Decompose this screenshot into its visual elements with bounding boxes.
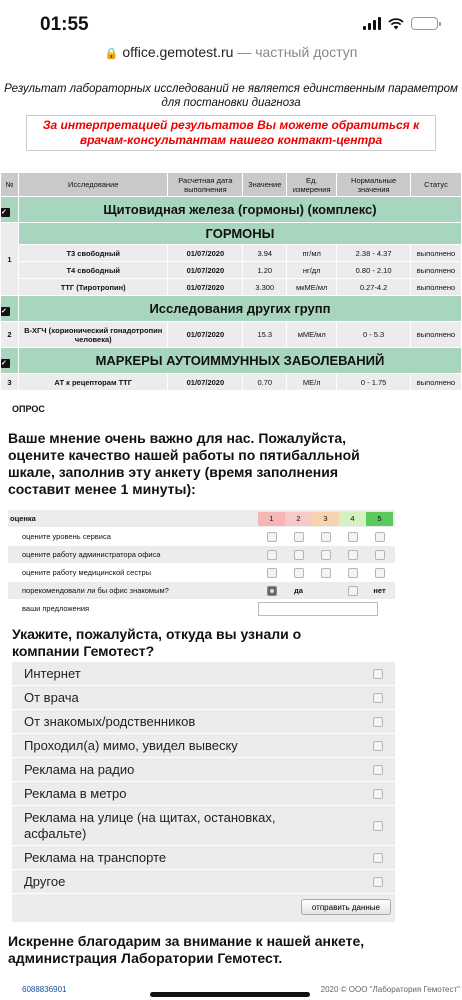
rating-checkbox[interactable]	[321, 532, 331, 542]
checkbox-checked-icon[interactable]: ✓	[1, 307, 10, 316]
test-date: 01/07/2020	[168, 262, 243, 279]
rating-checkbox[interactable]	[294, 532, 304, 542]
rating-checkbox[interactable]	[375, 532, 385, 542]
submit-button[interactable]: отправить данные	[301, 899, 391, 915]
source-checkbox[interactable]	[373, 693, 383, 703]
survey-label: ОПРОС	[12, 404, 45, 414]
source-checkbox[interactable]	[373, 717, 383, 727]
test-status: выполнено	[411, 262, 462, 279]
recommend-yes-radio[interactable]	[267, 586, 277, 596]
rating-checkbox[interactable]	[267, 568, 277, 578]
source-option[interactable]	[12, 734, 395, 758]
rating-table	[8, 510, 395, 618]
row-number: 3	[1, 374, 19, 391]
rating-checkbox[interactable]	[348, 550, 358, 560]
test-unit: нг/дл	[287, 262, 337, 279]
rating-checkbox[interactable]	[321, 550, 331, 560]
test-norm: 0 - 5.3	[337, 322, 411, 348]
test-value: 1.20	[243, 262, 287, 279]
rating-header-row	[8, 510, 395, 528]
test-value: 3.300	[243, 279, 287, 296]
source-checkbox[interactable]	[373, 877, 383, 887]
source-label: От знакомых/родственников	[24, 713, 196, 729]
footer-copyright: 2020 © ООО "Лаборатория Гемотест"	[320, 985, 460, 994]
source-question: Укажите, пожалуйста, откуда вы узнали о компании Гемотест?	[12, 626, 302, 659]
source-option[interactable]	[12, 782, 395, 806]
source-option[interactable]	[12, 662, 395, 686]
subgroup-row	[1, 223, 462, 245]
col-header: №	[1, 173, 19, 197]
signal-icon	[363, 17, 381, 30]
test-unit: мМЕ/мл	[287, 322, 337, 348]
test-date: 01/07/2020	[168, 322, 243, 348]
private-mode-label: — частный доступ	[237, 44, 358, 60]
rating-checkbox[interactable]	[375, 550, 385, 560]
group-row	[1, 348, 462, 374]
rating-checkbox[interactable]	[321, 568, 331, 578]
source-label: Реклама в метро	[24, 785, 127, 801]
test-norm: 0.27-4.2	[337, 279, 411, 296]
col-header: Значение	[243, 173, 287, 197]
question-label: оцените работу медицинской сестры	[22, 568, 152, 577]
question-label: оцените работу администратора офиса	[22, 550, 161, 559]
source-checkbox[interactable]	[373, 765, 383, 775]
test-name: Т4 свободный	[18, 262, 168, 279]
table-row	[1, 374, 462, 391]
test-norm: 2.38 - 4.37	[337, 245, 411, 262]
footer	[0, 980, 462, 1000]
recommend-no-checkbox[interactable]	[348, 586, 358, 596]
rating-checkbox[interactable]	[348, 532, 358, 542]
lock-icon: 🔒	[104, 48, 119, 60]
scale-label: 3	[312, 512, 339, 526]
test-name: В-ХГЧ (хорионический гонадотропин человека)	[18, 322, 168, 348]
source-list	[12, 662, 395, 922]
source-option[interactable]	[12, 870, 395, 894]
question-label: оцените уровень сервиса	[22, 532, 111, 541]
table-header-row	[1, 173, 462, 197]
suggestions-label: ваши предложения	[22, 604, 90, 613]
rating-question-row	[8, 528, 395, 546]
rating-header: оценка	[10, 514, 36, 523]
rating-checkbox[interactable]	[375, 568, 385, 578]
group-title: МАРКЕРЫ АУТОИММУННЫХ ЗАБОЛЕВАНИЙ	[18, 348, 461, 374]
footer-phone-link[interactable]: 6088836901	[22, 985, 67, 994]
home-indicator[interactable]	[150, 992, 310, 997]
source-option[interactable]	[12, 846, 395, 870]
test-date: 01/07/2020	[168, 245, 243, 262]
rating-checkbox[interactable]	[348, 568, 358, 578]
test-norm: 0 - 1.75	[337, 374, 411, 391]
test-status: выполнено	[411, 245, 462, 262]
url-host: office.gemotest.ru	[122, 44, 234, 60]
row-number: 2	[1, 322, 19, 348]
clock: 01:55	[40, 14, 89, 35]
source-label: От врача	[24, 689, 79, 705]
table-row	[1, 245, 462, 262]
disclaimer-text: Результат лабораторных исследований не является единственным параметром для постановки диагноза	[4, 83, 458, 109]
table-row	[1, 279, 462, 296]
source-checkbox[interactable]	[373, 821, 383, 831]
source-checkbox[interactable]	[373, 669, 383, 679]
source-checkbox[interactable]	[373, 789, 383, 799]
test-date: 01/07/2020	[168, 374, 243, 391]
suggestions-input[interactable]	[258, 602, 378, 616]
source-checkbox[interactable]	[373, 741, 383, 751]
test-value: 0.70	[243, 374, 287, 391]
rating-checkbox[interactable]	[294, 550, 304, 560]
no-label: нет	[373, 585, 386, 595]
test-unit: мкМЕ/мл	[287, 279, 337, 296]
survey-intro: Ваше мнение очень важно для нас. Пожалуйста, оцените качество нашей работы по пятибалльной шкале, заполнив эту анкету (время заполнения составит менее 1 минуты):	[8, 430, 360, 497]
subgroup-title: ГОРМОНЫ	[18, 223, 461, 245]
group-title: Исследования других групп	[18, 296, 461, 322]
address-bar[interactable]	[0, 44, 462, 66]
test-name: Т3 свободный	[18, 245, 168, 262]
source-option[interactable]	[12, 758, 395, 782]
col-header: Ед. измерения	[287, 173, 337, 197]
results-table	[0, 172, 462, 391]
group-row	[1, 296, 462, 322]
scale-label: 4	[339, 512, 366, 526]
test-status: выполнено	[411, 374, 462, 391]
rating-checkbox[interactable]	[267, 550, 277, 560]
suggestions-row	[8, 600, 395, 618]
test-status: выполнено	[411, 279, 462, 296]
recommend-row	[8, 582, 395, 600]
rating-checkbox[interactable]	[267, 532, 277, 542]
source-label: Другое	[24, 873, 66, 889]
group-title: Щитовидная железа (гормоны) (комплекс)	[18, 197, 461, 223]
checkbox-checked-icon[interactable]: ✓	[1, 359, 10, 368]
test-unit: пг/мл	[287, 245, 337, 262]
row-number: 1	[1, 223, 19, 296]
status-icons	[363, 17, 438, 30]
source-option[interactable]	[12, 686, 395, 710]
yes-label: да	[294, 585, 303, 595]
test-norm: 0.80 - 2.10	[337, 262, 411, 279]
wifi-icon	[388, 18, 404, 30]
col-header: Статус	[411, 173, 462, 197]
col-header: Расчетная дата выполнения	[168, 173, 243, 197]
warning-box: За интерпретацией результатов Вы можете обратиться к врачам-консультантам нашего контакт-центра	[26, 115, 436, 151]
test-value: 15.3	[243, 322, 287, 348]
source-label: Проходил(а) мимо, увидел вывеску	[24, 737, 238, 753]
source-option[interactable]	[12, 710, 395, 734]
source-label: Реклама на радио	[24, 761, 135, 777]
scale-label: 1	[258, 512, 285, 526]
rating-checkbox[interactable]	[294, 568, 304, 578]
rating-question-row	[8, 564, 395, 582]
status-bar	[0, 0, 462, 44]
test-name: ТТГ (Тиротропин)	[18, 279, 168, 296]
battery-icon	[411, 17, 438, 30]
scale-label: 5	[366, 512, 393, 526]
submit-area	[12, 894, 395, 922]
test-value: 3.94	[243, 245, 287, 262]
test-name: АТ к рецепторам ТТГ	[18, 374, 168, 391]
col-header: Исследование	[18, 173, 168, 197]
table-row	[1, 322, 462, 348]
test-status: выполнено	[411, 322, 462, 348]
test-unit: МЕ/л	[287, 374, 337, 391]
group-row	[1, 197, 462, 223]
col-header: Нормальные значения	[337, 173, 411, 197]
thanks-message: Искренне благодарим за внимание к нашей анкете, администрация Лаборатории Гемотест.	[8, 933, 365, 966]
source-label: Реклама на транспорте	[24, 849, 167, 865]
source-checkbox[interactable]	[373, 853, 383, 863]
source-label: Реклама на улице (на щитах, остановках, асфальте)	[24, 809, 276, 841]
checkbox-checked-icon[interactable]: ✓	[1, 208, 10, 217]
source-label: Интернет	[24, 665, 81, 681]
table-row	[1, 262, 462, 279]
scale-label: 2	[285, 512, 312, 526]
test-date: 01/07/2020	[168, 279, 243, 296]
recommend-label: порекомендовали ли бы офис знакомым?	[22, 586, 169, 595]
rating-question-row	[8, 546, 395, 564]
source-option[interactable]	[12, 806, 395, 846]
